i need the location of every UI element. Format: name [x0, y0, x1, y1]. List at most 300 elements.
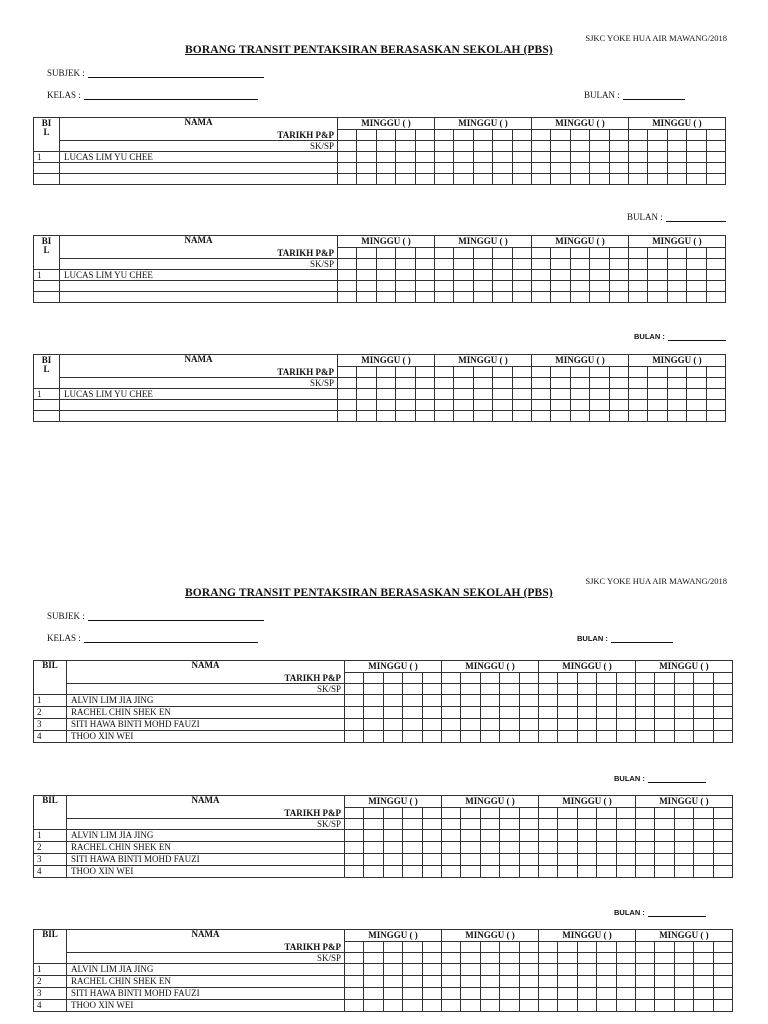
sksp-cell[interactable] — [519, 819, 538, 830]
score-cell[interactable] — [338, 270, 357, 281]
date-cell[interactable] — [531, 130, 550, 141]
score-cell[interactable] — [694, 842, 713, 854]
score-cell[interactable] — [345, 695, 364, 707]
score-cell[interactable] — [577, 719, 596, 731]
sksp-cell[interactable] — [493, 259, 512, 270]
date-cell[interactable] — [590, 367, 609, 378]
date-cell[interactable] — [493, 130, 512, 141]
date-cell[interactable] — [461, 942, 480, 953]
score-cell[interactable] — [441, 731, 460, 743]
date-cell[interactable] — [713, 673, 732, 684]
score-cell[interactable] — [383, 695, 402, 707]
sksp-cell[interactable] — [519, 684, 538, 695]
score-cell[interactable] — [376, 152, 395, 163]
date-cell[interactable] — [422, 942, 441, 953]
score-cell[interactable] — [454, 411, 473, 422]
score-cell[interactable] — [635, 695, 654, 707]
sksp-cell[interactable] — [648, 378, 667, 389]
score-cell[interactable] — [461, 964, 480, 976]
score-cell[interactable] — [531, 174, 550, 185]
date-cell[interactable] — [706, 130, 725, 141]
score-cell[interactable] — [454, 400, 473, 411]
bulan-input[interactable] — [648, 907, 706, 917]
score-cell[interactable] — [480, 866, 499, 878]
score-cell[interactable] — [590, 389, 609, 400]
date-cell[interactable] — [577, 673, 596, 684]
score-cell[interactable] — [357, 411, 376, 422]
date-cell[interactable] — [415, 130, 434, 141]
score-cell[interactable] — [376, 270, 395, 281]
score-cell[interactable] — [635, 731, 654, 743]
score-cell[interactable] — [480, 695, 499, 707]
sksp-cell[interactable] — [345, 819, 364, 830]
score-cell[interactable] — [454, 152, 473, 163]
sksp-cell[interactable] — [538, 953, 557, 964]
sksp-cell[interactable] — [531, 259, 550, 270]
score-cell[interactable] — [713, 964, 732, 976]
score-cell[interactable] — [713, 695, 732, 707]
date-cell[interactable] — [674, 942, 693, 953]
score-cell[interactable] — [713, 854, 732, 866]
score-cell[interactable] — [597, 707, 616, 719]
date-cell[interactable] — [396, 367, 415, 378]
score-cell[interactable] — [422, 719, 441, 731]
score-cell[interactable] — [415, 163, 434, 174]
date-cell[interactable] — [512, 130, 531, 141]
score-cell[interactable] — [551, 270, 570, 281]
score-cell[interactable] — [538, 964, 557, 976]
score-cell[interactable] — [667, 152, 686, 163]
score-cell[interactable] — [441, 1000, 460, 1012]
sksp-cell[interactable] — [415, 141, 434, 152]
score-cell[interactable] — [403, 707, 422, 719]
score-cell[interactable] — [577, 976, 596, 988]
score-cell[interactable] — [538, 830, 557, 842]
bulan-input[interactable] — [623, 90, 685, 100]
score-cell[interactable] — [434, 411, 453, 422]
sksp-cell[interactable] — [500, 953, 519, 964]
score-cell[interactable] — [570, 174, 589, 185]
score-cell[interactable] — [383, 988, 402, 1000]
score-cell[interactable] — [461, 731, 480, 743]
date-cell[interactable] — [577, 808, 596, 819]
date-cell[interactable] — [493, 367, 512, 378]
date-cell[interactable] — [364, 673, 383, 684]
score-cell[interactable] — [551, 389, 570, 400]
score-cell[interactable] — [415, 292, 434, 303]
sksp-cell[interactable] — [551, 259, 570, 270]
sksp-cell[interactable] — [415, 259, 434, 270]
date-cell[interactable] — [376, 130, 395, 141]
score-cell[interactable] — [493, 400, 512, 411]
score-cell[interactable] — [461, 854, 480, 866]
score-cell[interactable] — [338, 292, 357, 303]
sksp-cell[interactable] — [551, 378, 570, 389]
score-cell[interactable] — [403, 695, 422, 707]
sksp-cell[interactable] — [357, 141, 376, 152]
score-cell[interactable] — [519, 842, 538, 854]
score-cell[interactable] — [577, 731, 596, 743]
score-cell[interactable] — [461, 695, 480, 707]
score-cell[interactable] — [558, 695, 577, 707]
score-cell[interactable] — [403, 731, 422, 743]
score-cell[interactable] — [434, 174, 453, 185]
score-cell[interactable] — [597, 1000, 616, 1012]
sksp-cell[interactable] — [616, 953, 635, 964]
sksp-cell[interactable] — [609, 378, 628, 389]
score-cell[interactable] — [338, 163, 357, 174]
score-cell[interactable] — [694, 695, 713, 707]
score-cell[interactable] — [655, 866, 674, 878]
date-cell[interactable] — [364, 942, 383, 953]
score-cell[interactable] — [493, 389, 512, 400]
score-cell[interactable] — [577, 866, 596, 878]
sksp-cell[interactable] — [635, 819, 654, 830]
date-cell[interactable] — [655, 808, 674, 819]
score-cell[interactable] — [531, 270, 550, 281]
score-cell[interactable] — [493, 292, 512, 303]
date-cell[interactable] — [687, 130, 706, 141]
sksp-cell[interactable] — [609, 141, 628, 152]
score-cell[interactable] — [538, 976, 557, 988]
date-cell[interactable] — [648, 248, 667, 259]
score-cell[interactable] — [473, 174, 492, 185]
score-cell[interactable] — [512, 389, 531, 400]
date-cell[interactable] — [403, 673, 422, 684]
score-cell[interactable] — [551, 411, 570, 422]
score-cell[interactable] — [454, 270, 473, 281]
score-cell[interactable] — [519, 1000, 538, 1012]
score-cell[interactable] — [616, 731, 635, 743]
sksp-cell[interactable] — [616, 819, 635, 830]
score-cell[interactable] — [667, 174, 686, 185]
date-cell[interactable] — [434, 367, 453, 378]
score-cell[interactable] — [648, 292, 667, 303]
score-cell[interactable] — [713, 830, 732, 842]
date-cell[interactable] — [648, 130, 667, 141]
date-cell[interactable] — [616, 942, 635, 953]
score-cell[interactable] — [434, 163, 453, 174]
score-cell[interactable] — [616, 866, 635, 878]
score-cell[interactable] — [519, 830, 538, 842]
sksp-cell[interactable] — [694, 684, 713, 695]
score-cell[interactable] — [345, 707, 364, 719]
score-cell[interactable] — [396, 152, 415, 163]
score-cell[interactable] — [422, 854, 441, 866]
date-cell[interactable] — [713, 942, 732, 953]
date-cell[interactable] — [519, 808, 538, 819]
date-cell[interactable] — [667, 248, 686, 259]
score-cell[interactable] — [609, 281, 628, 292]
score-cell[interactable] — [558, 854, 577, 866]
score-cell[interactable] — [357, 270, 376, 281]
sksp-cell[interactable] — [415, 378, 434, 389]
score-cell[interactable] — [396, 174, 415, 185]
score-cell[interactable] — [338, 389, 357, 400]
score-cell[interactable] — [648, 174, 667, 185]
date-cell[interactable] — [635, 942, 654, 953]
score-cell[interactable] — [519, 866, 538, 878]
sksp-cell[interactable] — [577, 684, 596, 695]
date-cell[interactable] — [667, 367, 686, 378]
score-cell[interactable] — [538, 842, 557, 854]
sksp-cell[interactable] — [687, 378, 706, 389]
score-cell[interactable] — [519, 854, 538, 866]
score-cell[interactable] — [338, 400, 357, 411]
score-cell[interactable] — [364, 1000, 383, 1012]
score-cell[interactable] — [655, 731, 674, 743]
score-cell[interactable] — [441, 854, 460, 866]
score-cell[interactable] — [396, 411, 415, 422]
sksp-cell[interactable] — [551, 141, 570, 152]
score-cell[interactable] — [493, 281, 512, 292]
score-cell[interactable] — [667, 389, 686, 400]
score-cell[interactable] — [403, 1000, 422, 1012]
score-cell[interactable] — [531, 400, 550, 411]
date-cell[interactable] — [357, 130, 376, 141]
date-cell[interactable] — [694, 942, 713, 953]
score-cell[interactable] — [364, 707, 383, 719]
score-cell[interactable] — [500, 830, 519, 842]
date-cell[interactable] — [403, 808, 422, 819]
score-cell[interactable] — [538, 731, 557, 743]
score-cell[interactable] — [609, 270, 628, 281]
score-cell[interactable] — [422, 988, 441, 1000]
score-cell[interactable] — [519, 731, 538, 743]
score-cell[interactable] — [667, 400, 686, 411]
score-cell[interactable] — [635, 842, 654, 854]
score-cell[interactable] — [577, 1000, 596, 1012]
sksp-cell[interactable] — [441, 684, 460, 695]
score-cell[interactable] — [570, 411, 589, 422]
sksp-cell[interactable] — [493, 141, 512, 152]
date-cell[interactable] — [616, 808, 635, 819]
score-cell[interactable] — [628, 152, 647, 163]
score-cell[interactable] — [345, 842, 364, 854]
score-cell[interactable] — [551, 400, 570, 411]
sksp-cell[interactable] — [713, 819, 732, 830]
score-cell[interactable] — [473, 411, 492, 422]
score-cell[interactable] — [616, 830, 635, 842]
date-cell[interactable] — [480, 942, 499, 953]
score-cell[interactable] — [415, 389, 434, 400]
score-cell[interactable] — [655, 842, 674, 854]
sksp-cell[interactable] — [461, 819, 480, 830]
date-cell[interactable] — [551, 248, 570, 259]
sksp-cell[interactable] — [376, 259, 395, 270]
date-cell[interactable] — [706, 367, 725, 378]
sksp-cell[interactable] — [396, 378, 415, 389]
score-cell[interactable] — [687, 292, 706, 303]
date-cell[interactable] — [648, 367, 667, 378]
score-cell[interactable] — [480, 976, 499, 988]
score-cell[interactable] — [609, 163, 628, 174]
sksp-cell[interactable] — [500, 819, 519, 830]
sksp-cell[interactable] — [558, 819, 577, 830]
score-cell[interactable] — [674, 830, 693, 842]
sksp-cell[interactable] — [383, 684, 402, 695]
sksp-cell[interactable] — [570, 378, 589, 389]
score-cell[interactable] — [383, 964, 402, 976]
score-cell[interactable] — [519, 976, 538, 988]
date-cell[interactable] — [383, 673, 402, 684]
sksp-cell[interactable] — [667, 378, 686, 389]
date-cell[interactable] — [531, 248, 550, 259]
score-cell[interactable] — [628, 411, 647, 422]
sksp-cell[interactable] — [434, 259, 453, 270]
score-cell[interactable] — [635, 707, 654, 719]
score-cell[interactable] — [519, 707, 538, 719]
score-cell[interactable] — [558, 976, 577, 988]
score-cell[interactable] — [713, 719, 732, 731]
sksp-cell[interactable] — [422, 684, 441, 695]
score-cell[interactable] — [570, 270, 589, 281]
sksp-cell[interactable] — [577, 953, 596, 964]
date-cell[interactable] — [434, 130, 453, 141]
sksp-cell[interactable] — [706, 378, 725, 389]
date-cell[interactable] — [519, 942, 538, 953]
score-cell[interactable] — [383, 719, 402, 731]
score-cell[interactable] — [616, 964, 635, 976]
score-cell[interactable] — [500, 976, 519, 988]
date-cell[interactable] — [577, 942, 596, 953]
date-cell[interactable] — [383, 808, 402, 819]
score-cell[interactable] — [434, 389, 453, 400]
score-cell[interactable] — [577, 854, 596, 866]
date-cell[interactable] — [480, 808, 499, 819]
score-cell[interactable] — [376, 400, 395, 411]
score-cell[interactable] — [635, 964, 654, 976]
date-cell[interactable] — [590, 130, 609, 141]
date-cell[interactable] — [500, 673, 519, 684]
score-cell[interactable] — [648, 400, 667, 411]
score-cell[interactable] — [415, 174, 434, 185]
score-cell[interactable] — [616, 695, 635, 707]
score-cell[interactable] — [538, 719, 557, 731]
sksp-cell[interactable] — [667, 259, 686, 270]
date-cell[interactable] — [473, 367, 492, 378]
score-cell[interactable] — [713, 988, 732, 1000]
sksp-cell[interactable] — [422, 953, 441, 964]
score-cell[interactable] — [415, 400, 434, 411]
score-cell[interactable] — [706, 411, 725, 422]
sksp-cell[interactable] — [512, 378, 531, 389]
score-cell[interactable] — [648, 270, 667, 281]
date-cell[interactable] — [538, 808, 557, 819]
score-cell[interactable] — [512, 163, 531, 174]
sksp-cell[interactable] — [609, 259, 628, 270]
score-cell[interactable] — [687, 270, 706, 281]
score-cell[interactable] — [454, 389, 473, 400]
sksp-cell[interactable] — [338, 259, 357, 270]
sksp-cell[interactable] — [558, 953, 577, 964]
score-cell[interactable] — [441, 842, 460, 854]
score-cell[interactable] — [531, 152, 550, 163]
score-cell[interactable] — [570, 163, 589, 174]
date-cell[interactable] — [441, 942, 460, 953]
score-cell[interactable] — [493, 174, 512, 185]
sksp-cell[interactable] — [674, 819, 693, 830]
date-cell[interactable] — [538, 673, 557, 684]
score-cell[interactable] — [461, 842, 480, 854]
score-cell[interactable] — [357, 400, 376, 411]
score-cell[interactable] — [558, 964, 577, 976]
score-cell[interactable] — [403, 719, 422, 731]
score-cell[interactable] — [616, 719, 635, 731]
score-cell[interactable] — [422, 976, 441, 988]
date-cell[interactable] — [538, 942, 557, 953]
score-cell[interactable] — [454, 174, 473, 185]
sksp-cell[interactable] — [376, 378, 395, 389]
sksp-cell[interactable] — [441, 953, 460, 964]
score-cell[interactable] — [396, 389, 415, 400]
score-cell[interactable] — [706, 281, 725, 292]
score-cell[interactable] — [687, 163, 706, 174]
score-cell[interactable] — [674, 731, 693, 743]
score-cell[interactable] — [694, 830, 713, 842]
bulan-input[interactable] — [611, 633, 673, 643]
date-cell[interactable] — [706, 248, 725, 259]
score-cell[interactable] — [500, 719, 519, 731]
score-cell[interactable] — [357, 281, 376, 292]
score-cell[interactable] — [597, 854, 616, 866]
score-cell[interactable] — [403, 842, 422, 854]
score-cell[interactable] — [694, 854, 713, 866]
sksp-cell[interactable] — [500, 684, 519, 695]
score-cell[interactable] — [648, 281, 667, 292]
date-cell[interactable] — [403, 942, 422, 953]
score-cell[interactable] — [538, 988, 557, 1000]
date-cell[interactable] — [667, 130, 686, 141]
score-cell[interactable] — [590, 163, 609, 174]
score-cell[interactable] — [345, 719, 364, 731]
score-cell[interactable] — [713, 731, 732, 743]
score-cell[interactable] — [480, 731, 499, 743]
score-cell[interactable] — [694, 866, 713, 878]
score-cell[interactable] — [674, 1000, 693, 1012]
score-cell[interactable] — [473, 281, 492, 292]
sksp-cell[interactable] — [396, 141, 415, 152]
score-cell[interactable] — [461, 1000, 480, 1012]
score-cell[interactable] — [376, 292, 395, 303]
sksp-cell[interactable] — [655, 819, 674, 830]
score-cell[interactable] — [597, 842, 616, 854]
score-cell[interactable] — [345, 866, 364, 878]
score-cell[interactable] — [500, 695, 519, 707]
score-cell[interactable] — [357, 174, 376, 185]
sksp-cell[interactable] — [538, 684, 557, 695]
score-cell[interactable] — [338, 174, 357, 185]
score-cell[interactable] — [648, 389, 667, 400]
sksp-cell[interactable] — [706, 259, 725, 270]
score-cell[interactable] — [551, 163, 570, 174]
sksp-cell[interactable] — [434, 141, 453, 152]
date-cell[interactable] — [628, 130, 647, 141]
date-cell[interactable] — [628, 248, 647, 259]
kelas-input[interactable] — [84, 90, 258, 100]
score-cell[interactable] — [441, 719, 460, 731]
score-cell[interactable] — [364, 988, 383, 1000]
score-cell[interactable] — [415, 281, 434, 292]
score-cell[interactable] — [441, 976, 460, 988]
score-cell[interactable] — [500, 964, 519, 976]
date-cell[interactable] — [597, 808, 616, 819]
score-cell[interactable] — [597, 976, 616, 988]
score-cell[interactable] — [500, 988, 519, 1000]
score-cell[interactable] — [345, 964, 364, 976]
score-cell[interactable] — [674, 842, 693, 854]
score-cell[interactable] — [558, 842, 577, 854]
